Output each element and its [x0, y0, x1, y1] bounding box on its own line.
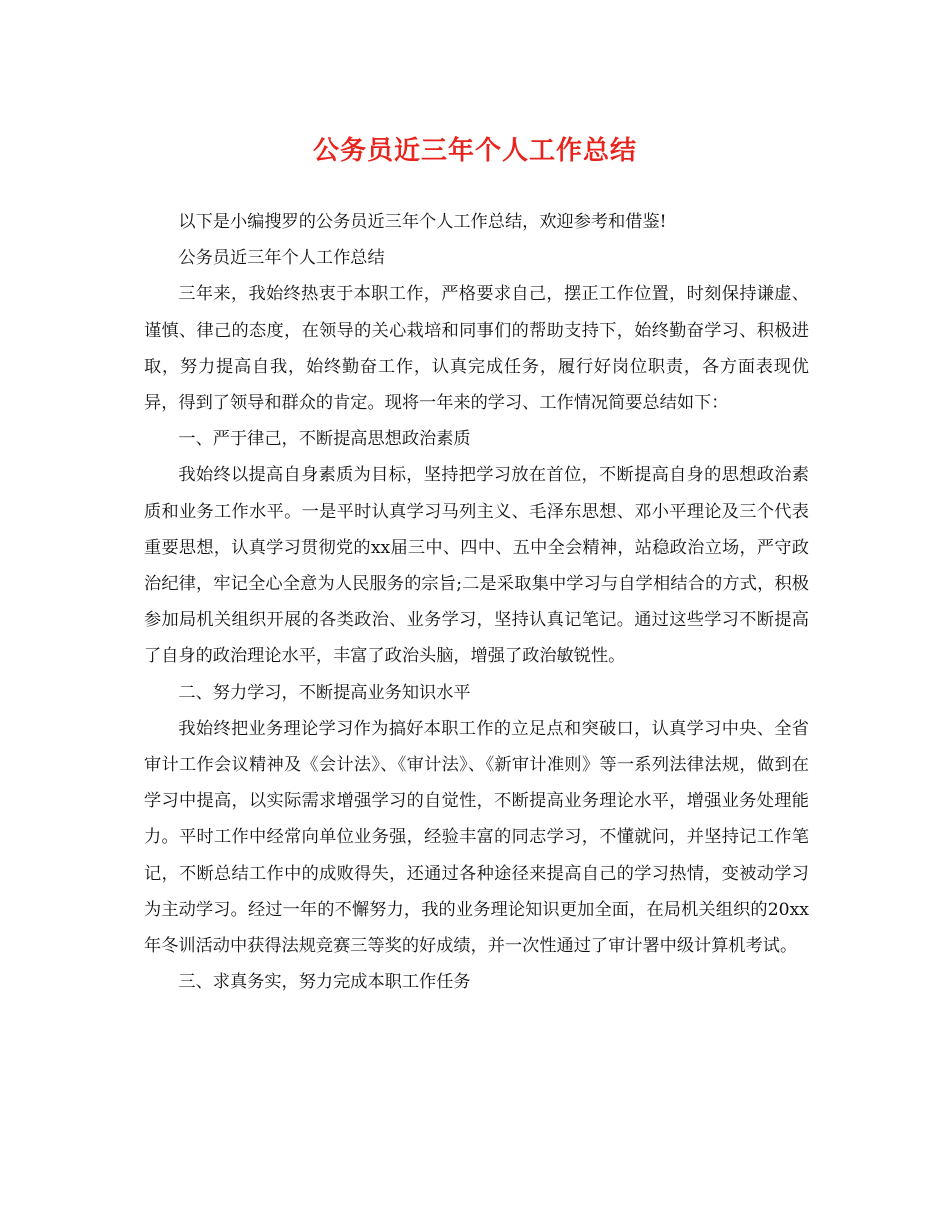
- document-body: [144, 204, 809, 1000]
- section-heading-3: 三、求真务实，努力完成本职工作任务: [178, 972, 471, 993]
- section-2-paragraph: 我始终把业务理论学习作为搞好本职工作的立足点和突破口，认真学习中央、全省审计工作会议精神及《会计法》、《审计法》、《新审计准则》等一系列法律法规，做到在学习中提高，以实际需求增强学习的自觉性，不断提高业务理论水平，增强业务处理能力。平时工作中经常向单位业务强，经验丰富的同志学习，不懂就问，并坚持记工作笔记，不断总结工作中的成败得失，还通过各种途径来提高自己的学习热情，变被动学习为主动学习。经过一年的不懈努力，我的业务理论知识更加全面，在局机关组织的20xx年冬训活动中获得法规竞赛三等奖的好成绩，并一次性通过了审计署中级计算机考试。: [144, 718, 809, 957]
- subtitle-paragraph: 公务员近三年个人工作总结: [178, 248, 385, 269]
- document-title: 公务员近三年个人工作总结: [312, 136, 637, 166]
- section-1-paragraph: 我始终以提高自身素质为目标，坚持把学习放在首位，不断提高自身的思想政治素质和业务工作水平。一是平时认真学习马列主义、毛泽东思想、邓小平理论及三个代表重要思想，认真学习贯彻党的xx届三中、四中、五中全会精神，站稳政治立场，严守政治纪律，牢记全心全意为人民服务的宗旨;二是采取集中学习与自学相结合的方式，积极参加局机关组织开展的各类政治、业务学习，坚持认真记笔记。通过这些学习不断提高了自身的政治理论水平，丰富了政治头脑，增强了政治敏锐性。: [144, 465, 809, 667]
- overview-paragraph: 三年来，我始终热衷于本职工作，严格要求自己，摆正工作位置，时刻保持谦虚、谨慎、律己的态度，在领导的关心栽培和同事们的帮助支持下，始终勤奋学习、积极进取，努力提高自我，始终勤奋工作，认真完成任务，履行好岗位职责，各方面表现优异，得到了领导和群众的肯定。现将一年来的学习、工作情况简要总结如下：: [144, 284, 809, 414]
- section-heading-2: 二、努力学习，不断提高业务知识水平: [178, 682, 471, 703]
- intro-paragraph: 以下是小编搜罗的公务员近三年个人工作总结，欢迎参考和借鉴!: [178, 212, 667, 232]
- section-heading-1: 一、严于律己，不断提高思想政治素质: [178, 429, 471, 450]
